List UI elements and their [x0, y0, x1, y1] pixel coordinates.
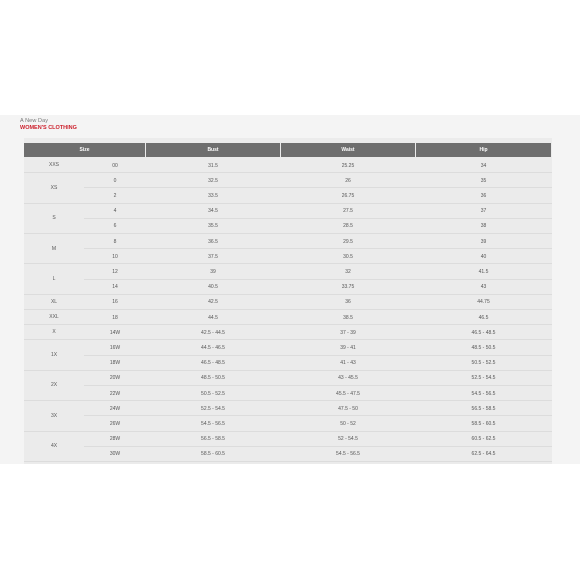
waist-cell: 32	[345, 268, 351, 275]
bust-cell: 40.5	[208, 284, 218, 291]
table-row	[24, 295, 552, 310]
table-row	[24, 264, 552, 279]
waist-cell: 36	[345, 299, 351, 306]
hip-cell: 50.5 - 52.5	[471, 360, 496, 367]
size-label-cell: 2X	[24, 371, 84, 400]
table-row	[24, 249, 552, 264]
size-chart-document	[0, 115, 580, 464]
size-number-cell: 6	[113, 223, 117, 230]
table-row	[24, 310, 552, 325]
table-row	[24, 219, 552, 234]
header-bust: Bust	[146, 143, 280, 157]
bust-cell: 42.5	[208, 299, 218, 306]
bust-cell: 42.5 - 44.5	[201, 329, 225, 336]
size-label-cell: M	[24, 234, 84, 263]
header-size: Size	[24, 143, 145, 157]
size-label-cell: XS	[24, 173, 84, 202]
size-number-cell: 8	[113, 238, 117, 245]
bust-cell: 34.5	[208, 208, 218, 215]
size-chart-table	[24, 138, 552, 464]
size-number-cell: 28W	[109, 436, 121, 443]
bust-cell: 36.5	[208, 238, 218, 245]
hip-cell: 60.5 - 62.5	[471, 436, 496, 443]
size-number-cell: 26W	[109, 420, 121, 427]
hip-cell: 37	[480, 208, 487, 215]
bust-cell: 33.5	[208, 192, 218, 199]
header-hip: Hip	[416, 143, 551, 157]
size-label-cell: 3X	[24, 401, 84, 430]
size-number-cell: 12	[112, 268, 118, 275]
hip-cell: 34	[480, 162, 487, 169]
size-label-cell: XXL	[24, 310, 84, 324]
hip-cell: 39	[480, 238, 487, 245]
waist-cell: 52 - 54.5	[338, 436, 358, 443]
table-row	[24, 280, 552, 295]
hip-cell: 56.5 - 58.5	[471, 405, 496, 412]
size-number-cell: 20W	[109, 375, 121, 382]
size-label-cell: XL	[24, 295, 84, 309]
hip-cell: 38	[480, 223, 487, 230]
bust-cell: 56.5 - 58.5	[201, 436, 225, 443]
waist-cell: 41 - 43	[340, 360, 356, 367]
bust-cell: 44.5 - 46.5	[201, 344, 225, 351]
size-number-cell: 24W	[109, 405, 121, 412]
bust-cell: 58.5 - 60.5	[201, 451, 225, 458]
table-row	[24, 416, 552, 431]
size-number-cell: 0	[113, 177, 117, 184]
bust-cell: 50.5 - 52.5	[201, 390, 225, 397]
size-number-cell: 22W	[109, 390, 121, 397]
table-row	[24, 188, 552, 203]
size-number-cell: 00	[112, 162, 118, 169]
size-label-cell: 1X	[24, 340, 84, 369]
size-number-cell: 10	[112, 253, 118, 260]
waist-cell: 25.25	[341, 162, 355, 169]
table-row	[24, 401, 552, 416]
waist-cell: 30.5	[343, 253, 353, 260]
bust-cell: 44.5	[208, 314, 218, 321]
waist-cell: 47.5 - 50	[338, 405, 358, 412]
hip-cell: 46.5 - 48.5	[471, 329, 496, 336]
table-row	[24, 432, 552, 447]
hip-cell: 62.5 - 64.5	[471, 451, 496, 458]
waist-cell: 50 - 52	[340, 420, 356, 427]
hip-cell: 54.5 - 56.5	[471, 390, 496, 397]
hip-cell: 46.5	[478, 314, 489, 321]
size-number-cell: 14	[112, 284, 118, 291]
table-row	[24, 173, 552, 188]
size-number-cell: 18	[112, 314, 118, 321]
table-row	[24, 204, 552, 219]
hip-cell: 43	[480, 284, 487, 291]
brand-name: A New Day	[20, 118, 49, 124]
bust-cell: 46.5 - 48.5	[201, 360, 225, 367]
size-number-cell: 16	[112, 299, 118, 306]
bust-cell: 39	[210, 268, 216, 275]
size-number-cell: 4	[113, 208, 117, 215]
waist-cell: 33.75	[341, 284, 355, 291]
size-number-cell: 16W	[109, 344, 121, 351]
waist-cell: 26	[345, 177, 351, 184]
table-row	[24, 447, 552, 462]
waist-cell: 39 - 41	[340, 344, 356, 351]
hip-cell: 52.5 - 54.5	[471, 375, 496, 382]
table-row	[24, 386, 552, 401]
bust-cell: 54.5 - 56.5	[201, 420, 225, 427]
size-label-cell: 4X	[24, 432, 84, 461]
table-row	[24, 340, 552, 355]
waist-cell: 28.5	[343, 223, 353, 230]
hip-cell: 58.5 - 60.5	[471, 420, 496, 427]
bust-cell: 48.5 - 50.5	[201, 375, 225, 382]
section-title: WOMEN'S CLOTHING	[20, 125, 77, 131]
waist-cell: 29.5	[343, 238, 353, 245]
size-label-cell: L	[24, 264, 84, 293]
hip-cell: 36	[480, 192, 487, 199]
hip-cell: 44.75	[477, 299, 490, 306]
table-row	[24, 158, 552, 173]
hip-cell: 40	[480, 253, 487, 260]
waist-cell: 26.75	[341, 192, 355, 199]
waist-cell: 43 - 45.5	[338, 375, 358, 382]
waist-cell: 45.5 - 47.5	[336, 390, 360, 397]
table-row	[24, 325, 552, 340]
hip-cell: 48.5 - 50.5	[471, 344, 496, 351]
bust-cell: 52.5 - 54.5	[201, 405, 225, 412]
header-waist: Waist	[281, 143, 415, 157]
waist-cell: 54.5 - 56.5	[336, 451, 360, 458]
waist-cell: 37 - 39	[340, 329, 356, 336]
table-row	[24, 371, 552, 386]
waist-cell: 27.5	[343, 208, 353, 215]
size-label-cell: X	[24, 325, 84, 339]
table-row	[24, 356, 552, 371]
size-number-cell: 2	[113, 192, 117, 199]
table-row	[24, 234, 552, 249]
bust-cell: 32.5	[208, 177, 218, 184]
size-number-cell: 14W	[109, 329, 121, 336]
size-label-cell: XXS	[24, 158, 84, 172]
size-label-cell: S	[24, 204, 84, 233]
waist-cell: 38.5	[343, 314, 353, 321]
bust-cell: 31.5	[208, 162, 218, 169]
hip-cell: 35	[480, 177, 487, 184]
bust-cell: 37.5	[208, 253, 218, 260]
size-number-cell: 30W	[109, 451, 121, 458]
bust-cell: 35.5	[208, 223, 218, 230]
size-number-cell: 18W	[109, 360, 121, 367]
hip-cell: 41.5	[478, 268, 489, 275]
